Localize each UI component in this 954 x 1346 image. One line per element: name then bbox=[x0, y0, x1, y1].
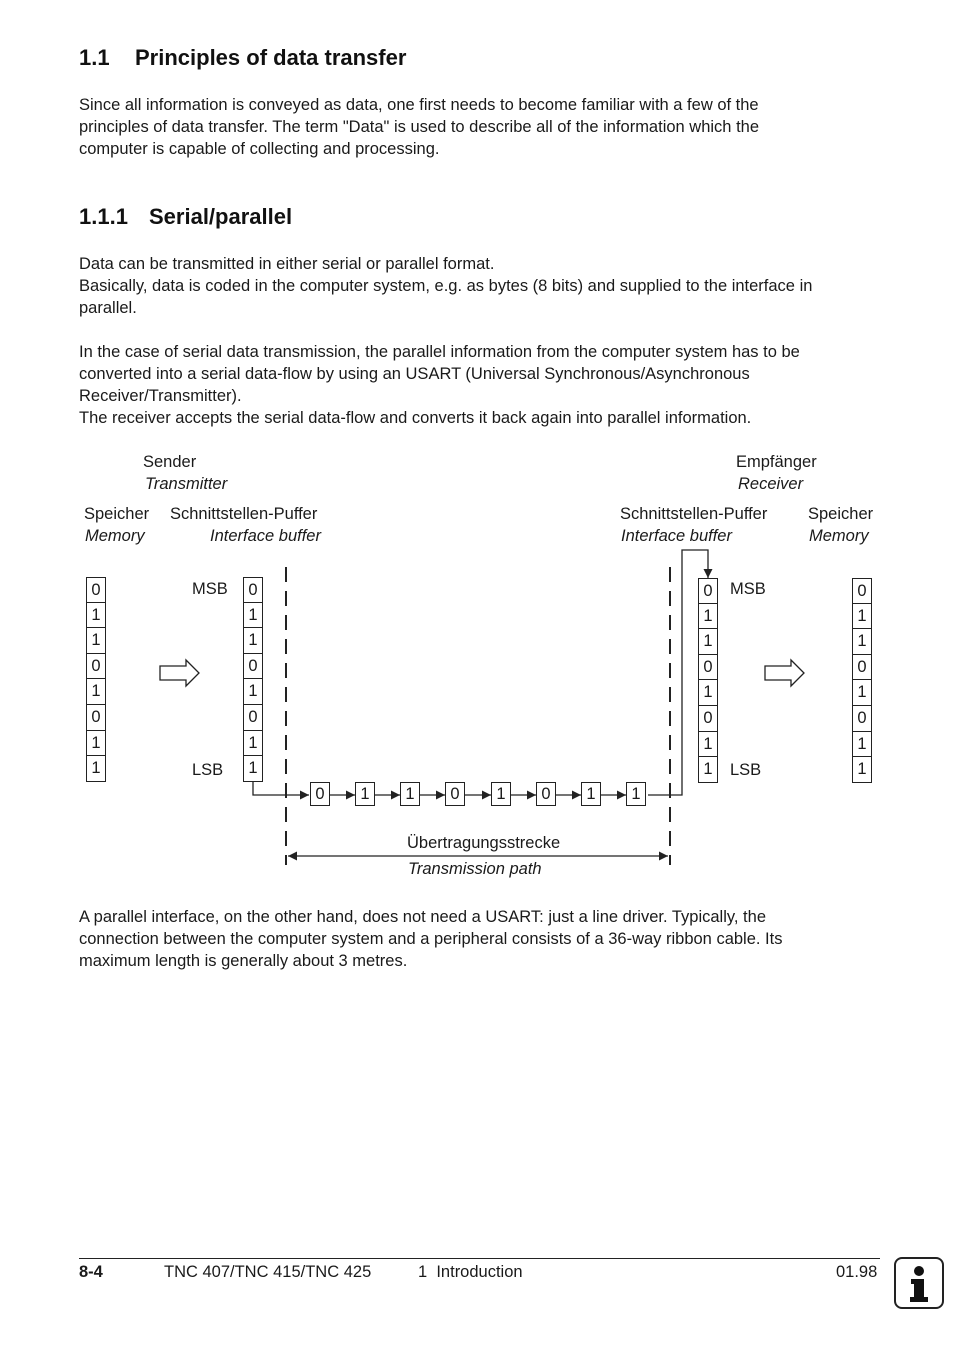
receiver-buffer-label: Interface buffer bbox=[621, 527, 732, 545]
paragraph-line: The receiver accepts the serial data-flow and converts it back again into parallel information. bbox=[79, 409, 752, 427]
intro-line: computer is capable of collecting and processing. bbox=[79, 140, 440, 158]
serial-bit-cell: 0 bbox=[310, 782, 330, 806]
bit-cell: 0 bbox=[852, 706, 872, 732]
bit-cell: 1 bbox=[86, 679, 106, 705]
serial-bit-cell: 0 bbox=[445, 782, 465, 806]
info-glyph bbox=[896, 1259, 942, 1307]
bit-cell: 0 bbox=[86, 577, 106, 603]
bit-cell: 1 bbox=[86, 756, 106, 782]
section-title: Principles of data transfer bbox=[135, 45, 407, 70]
sender-buffer-label-de: Schnittstellen-Puffer bbox=[170, 505, 318, 523]
receiver-label-de: Empfänger bbox=[736, 453, 817, 471]
serial-bit-cell: 1 bbox=[355, 782, 375, 806]
subsection-title: Serial/parallel bbox=[149, 204, 293, 229]
bit-cell: 0 bbox=[698, 706, 718, 732]
paragraph-line: In the case of serial data transmission, the parallel information from the computer system has to be bbox=[79, 343, 800, 361]
intro-line: Since all information is conveyed as data, one first needs to become familiar with a few of the bbox=[79, 96, 759, 114]
transmitter-label: Transmitter bbox=[145, 475, 228, 493]
receiver-memory-label: Memory bbox=[809, 527, 869, 545]
receiver-memory-stack bbox=[852, 578, 872, 783]
serial-bit-cell: 0 bbox=[536, 782, 556, 806]
transmission-path-label: Transmission path bbox=[408, 860, 542, 878]
receiver-buffer-label-de: Schnittstellen-Puffer bbox=[620, 505, 768, 523]
hollow-arrow-right bbox=[765, 660, 804, 686]
bit-cell: 1 bbox=[243, 756, 263, 782]
bit-cell: 1 bbox=[86, 603, 106, 629]
bit-cell: 0 bbox=[852, 655, 872, 681]
bit-cell: 1 bbox=[698, 680, 718, 706]
section-number: 1.1 bbox=[79, 45, 110, 70]
paragraph-line: maximum length is generally about 3 metres. bbox=[79, 952, 408, 970]
receiver-label: Receiver bbox=[738, 475, 804, 493]
paragraph-3 bbox=[79, 906, 889, 972]
paragraph-line: Basically, data is coded in the computer system, e.g. as bytes (8 bits) and supplied to the interface in bbox=[79, 277, 813, 295]
bit-cell: 1 bbox=[86, 731, 106, 757]
bit-cell: 1 bbox=[698, 757, 718, 783]
bit-cell: 1 bbox=[86, 628, 106, 654]
bit-cell: 1 bbox=[852, 629, 872, 655]
bit-cell: 0 bbox=[698, 578, 718, 604]
bit-cell: 1 bbox=[243, 628, 263, 654]
bit-cell: 0 bbox=[243, 705, 263, 731]
footer-rule bbox=[79, 1258, 880, 1259]
footer-chapter: 1 Introduction bbox=[418, 1263, 523, 1281]
bit-cell: 1 bbox=[243, 679, 263, 705]
receiver-lsb-label: LSB bbox=[730, 761, 762, 779]
bit-cell: 1 bbox=[852, 732, 872, 758]
sender-memory-stack bbox=[86, 577, 106, 782]
bit-cell: 1 bbox=[852, 604, 872, 630]
bit-cell: 0 bbox=[86, 654, 106, 680]
sender-memory-label: Memory bbox=[85, 527, 145, 545]
footer-page-number: 8-4 bbox=[79, 1263, 103, 1281]
paragraph-line: Data can be transmitted in either serial or parallel format. bbox=[79, 255, 495, 273]
bit-cell: 1 bbox=[698, 732, 718, 758]
intro-line: principles of data transfer. The term "Data" is used to describe all of the information which the bbox=[79, 118, 760, 136]
serial-bit-cell: 1 bbox=[400, 782, 420, 806]
sender-lsb-label: LSB bbox=[192, 761, 224, 779]
sender-buffer-stack bbox=[243, 577, 263, 782]
serial-bit-cell: 1 bbox=[581, 782, 601, 806]
receiver-msb-label: MSB bbox=[730, 580, 766, 598]
info-icon[interactable] bbox=[894, 1257, 944, 1309]
bit-cell: 0 bbox=[86, 705, 106, 731]
sender-memory-label-de: Speicher bbox=[84, 505, 150, 523]
bit-cell: 1 bbox=[243, 731, 263, 757]
bit-cell: 0 bbox=[243, 577, 263, 603]
paragraph-line: A parallel interface, on the other hand, does not need a USART: just a line driver. Typically, the bbox=[79, 908, 766, 926]
bit-cell: 1 bbox=[852, 680, 872, 706]
sender-buffer-label: Interface buffer bbox=[210, 527, 321, 545]
paragraph-line: Receiver/Transmitter). bbox=[79, 387, 242, 405]
paragraph-line: connection between the computer system and a peripheral consists of a 36-way ribbon cable. Its bbox=[79, 930, 783, 948]
bit-cell: 1 bbox=[698, 604, 718, 630]
footer-model: TNC 407/TNC 415/TNC 425 bbox=[164, 1263, 372, 1281]
bit-cell: 1 bbox=[243, 603, 263, 629]
bit-cell: 0 bbox=[852, 578, 872, 604]
bit-cell: 0 bbox=[243, 654, 263, 680]
subsection-number: 1.1.1 bbox=[79, 204, 128, 229]
serial-bit-cell: 1 bbox=[491, 782, 511, 806]
paragraph-line: parallel. bbox=[79, 299, 137, 317]
receiver-buffer-stack bbox=[698, 578, 718, 783]
serial-bit-cell: 1 bbox=[626, 782, 646, 806]
bit-cell: 1 bbox=[852, 757, 872, 783]
sender-label: Sender bbox=[143, 453, 197, 471]
sender-output-line bbox=[253, 781, 309, 795]
footer-date: 01.98 bbox=[836, 1263, 878, 1281]
hollow-arrow-left bbox=[160, 660, 199, 686]
bit-cell: 1 bbox=[698, 629, 718, 655]
transmission-path-label-de: Übertragungsstrecke bbox=[407, 834, 561, 852]
receiver-memory-label-de: Speicher bbox=[808, 505, 874, 523]
sender-msb-label: MSB bbox=[192, 580, 228, 598]
bit-cell: 0 bbox=[698, 655, 718, 681]
paragraph-line: converted into a serial data-flow by using an USART (Universal Synchronous/Asynchronous bbox=[79, 365, 750, 383]
